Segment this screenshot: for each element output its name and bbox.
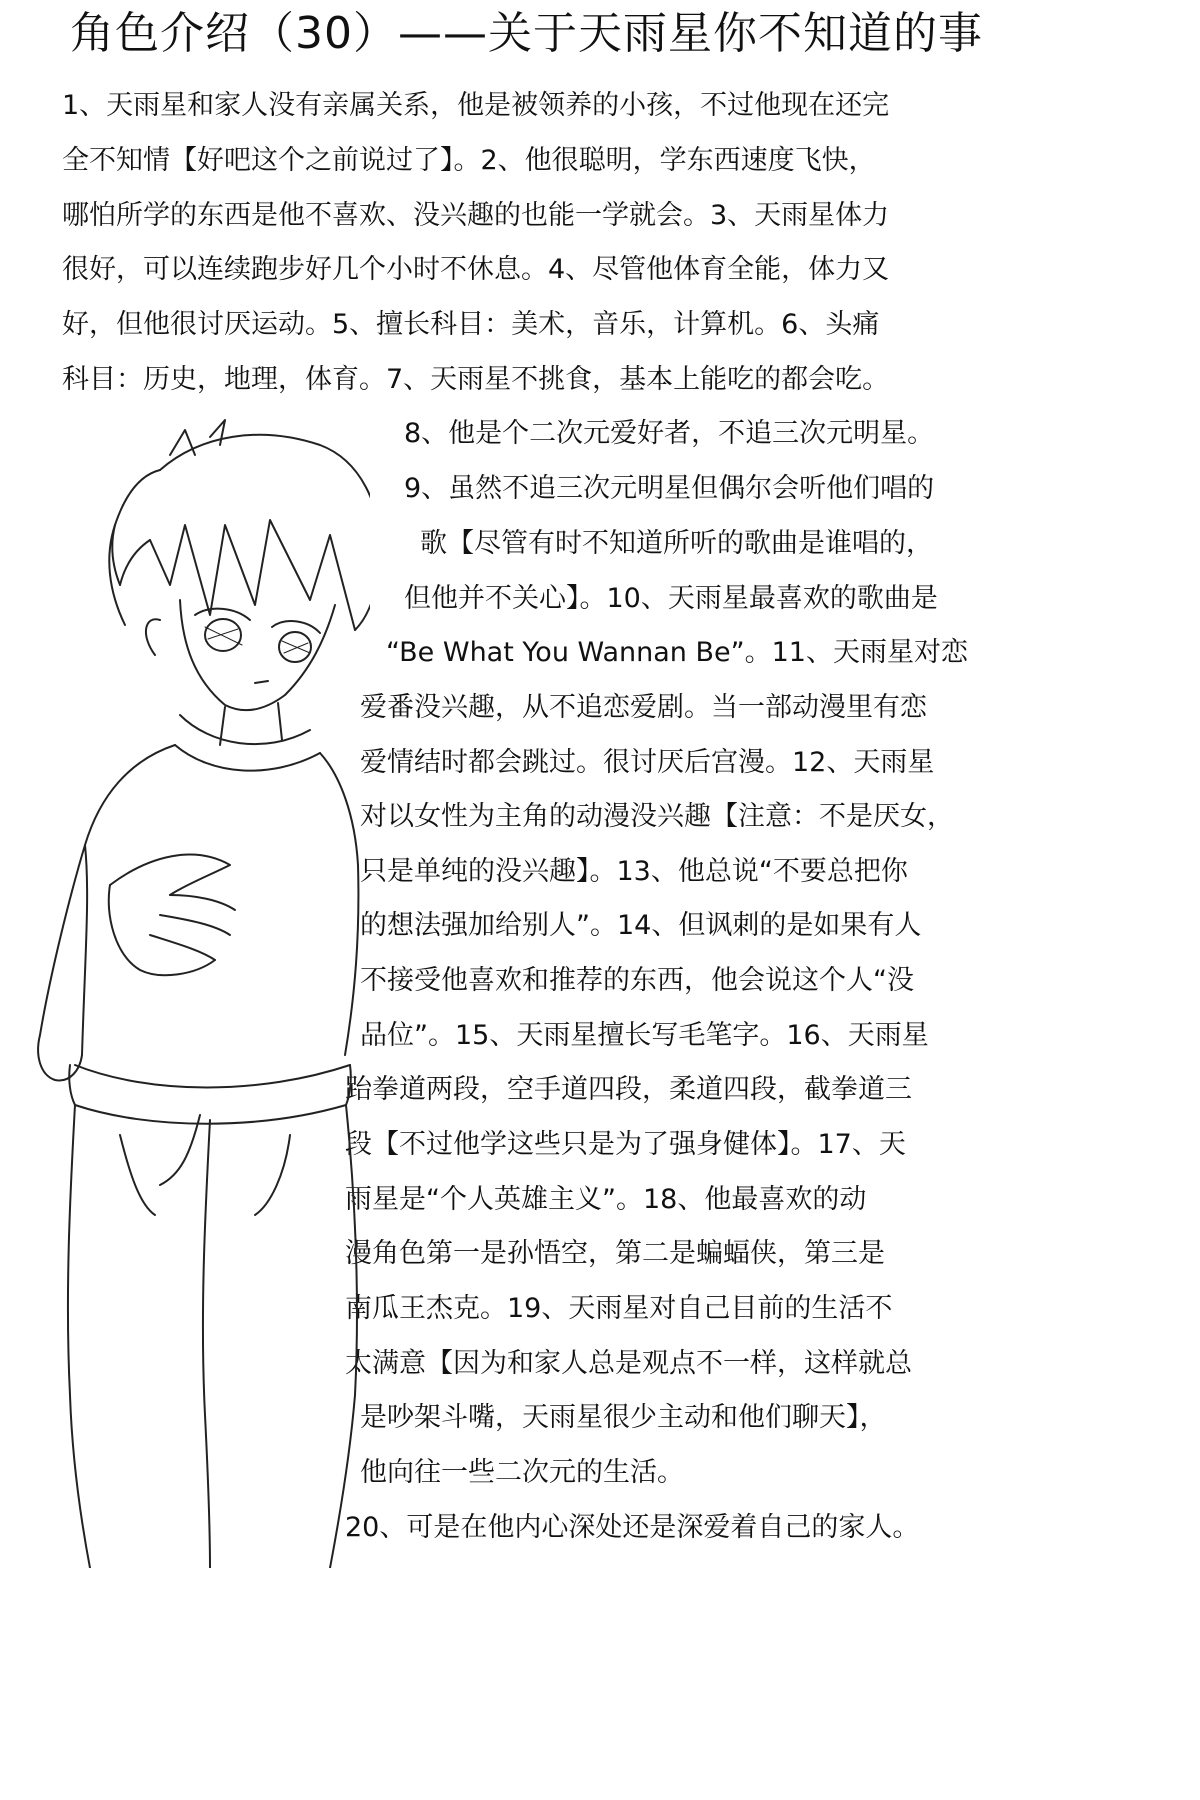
text-line: 8、他是个二次元爱好者，不追三次元明星。 xyxy=(404,418,935,449)
text-line: 只是单纯的没兴趣】。13、他总说“不要总把你 xyxy=(360,856,908,887)
text-line: 爱情结时都会跳过。很讨厌后宫漫。12、天雨星 xyxy=(360,747,935,778)
text-line: 品位”。15、天雨星擅长写毛笔字。16、天雨星 xyxy=(360,1020,929,1051)
text-line: 科目：历史，地理，体育。7、天雨星不挑食，基本上能吃的都会吃。 xyxy=(62,364,890,395)
text-line: 全不知情【好吧这个之前说过了】。2、他很聪明，学东西速度飞快， xyxy=(62,145,876,176)
text-line: “Be What You Wannan Be”。11、天雨星对恋 xyxy=(386,637,968,668)
text-line: 段【不过他学这些只是为了强身健体】。17、天 xyxy=(345,1129,906,1160)
text-line: 是吵架斗嘴，天雨星很少主动和他们聊天】， xyxy=(360,1402,887,1433)
text-line: 漫角色第一是孙悟空，第二是蝙蝠侠，第三是 xyxy=(345,1238,885,1269)
text-line: 很好，可以连续跑步好几个小时不休息。4、尽管他体育全能，体力又 xyxy=(62,254,890,285)
text-line: 南瓜王杰克。19、天雨星对自己目前的生活不 xyxy=(345,1293,893,1324)
text-line: 1、天雨星和家人没有亲属关系，他是被领养的小孩，不过他现在还完 xyxy=(62,90,890,121)
text-line: 跆拳道两段，空手道四段，柔道四段，截拳道三 xyxy=(345,1074,912,1105)
text-line: 雨星是“个人英雄主义”。18、他最喜欢的动 xyxy=(345,1184,867,1215)
text-line: 的想法强加给别人”。14、但讽刺的是如果有人 xyxy=(360,910,922,941)
page-title: 角色介绍（30）——关于天雨星你不知道的事 xyxy=(70,8,983,59)
text-line: 20、可是在他内心深处还是深爱着自己的家人。 xyxy=(345,1512,920,1543)
text-line: 9、虽然不追三次元明星但偶尔会听他们唱的 xyxy=(404,473,935,504)
text-line: 他向往一些二次元的生活。 xyxy=(360,1457,684,1488)
text-line: 哪怕所学的东西是他不喜欢、没兴趣的也能一学就会。3、天雨星体力 xyxy=(62,200,890,231)
character-illustration xyxy=(10,415,370,1568)
text-line: 但他并不关心】。10、天雨星最喜欢的歌曲是 xyxy=(404,583,938,614)
text-line: 不接受他喜欢和推荐的东西，他会说这个人“没 xyxy=(360,965,914,996)
text-line: 好，但他很讨厌运动。5、擅长科目：美术，音乐，计算机。6、头痛 xyxy=(62,309,880,340)
text-line: 对以女性为主角的动漫没兴趣【注意：不是厌女， xyxy=(360,801,954,832)
text-line: 爱番没兴趣，从不追恋爱剧。当一部动漫里有恋 xyxy=(360,692,927,723)
text-line: 歌【尽管有时不知道所听的歌曲是谁唱的， xyxy=(420,528,933,559)
text-line: 太满意【因为和家人总是观点不一样，这样就总 xyxy=(345,1348,912,1379)
